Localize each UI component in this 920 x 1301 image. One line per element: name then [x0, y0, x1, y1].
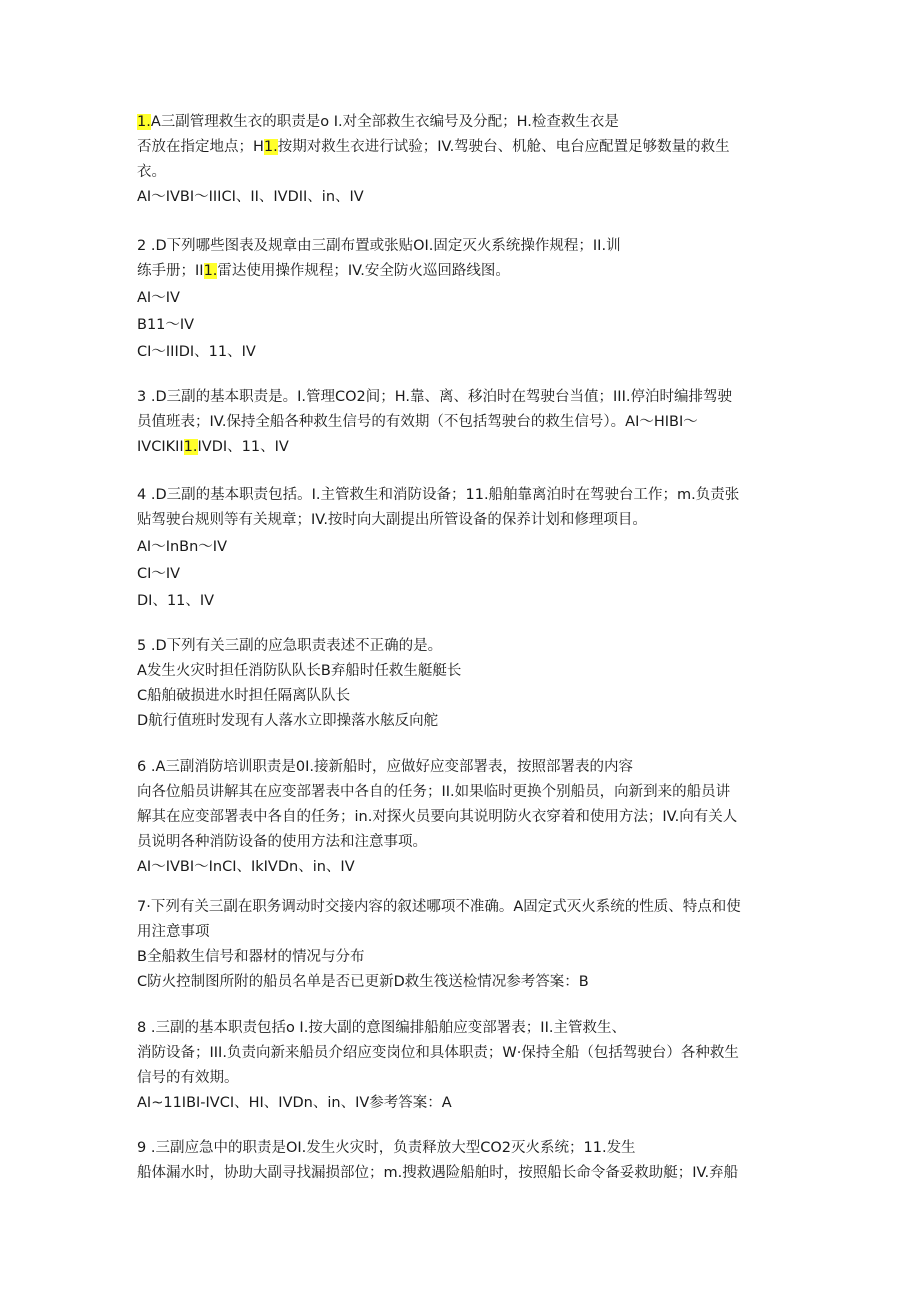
question-4 [137, 483, 787, 614]
question-1-line-1: 1.A三副管理救生衣的职责是o I.对全部救生衣编号及分配；H.检查救生衣是 [137, 114, 619, 130]
question-7-line-1: 7·下列有关三副在职务调动时交接内容的叙述哪项不准确。A固定式灭火系统的性质、特点和使 [137, 899, 741, 915]
question-6-options: AI～IVBI～InCI、IkIVDn、in、IV [137, 859, 355, 875]
question-4-option-ab: AI～InBn～IV [137, 539, 227, 555]
question-3 [137, 385, 787, 460]
question-6-line-3: 解其在应变部署表中各自的任务；in.对探火员要向其说明防火衣穿着和使用方法；IV.向有关人 [137, 809, 738, 825]
question-8 [137, 1016, 787, 1116]
question-2-option-cd: CI～IIIDI、11、IV [137, 344, 256, 360]
question-7-option-cd-answer: C防火控制图所附的船员名单是否已更新D救生筏送检情况参考答案：B [137, 974, 589, 990]
question-6 [137, 755, 787, 880]
question-9 [137, 1136, 787, 1186]
question-5-line-1: 5 .D下列有关三副的应急职责表述不正确的是。 [137, 638, 443, 654]
question-9-line-1: 9 .三副应急中的职责是OI.发生火灾时，负责释放大型CO2灭火系统；11.发生 [137, 1140, 636, 1156]
question-7-line-2: 用注意事项 [137, 924, 210, 940]
question-4-option-c: CI～IV [137, 566, 181, 582]
question-7-option-b: B全船救生信号和器材的情况与分布 [137, 949, 365, 965]
question-5 [137, 634, 787, 734]
highlight-mark: 1. [203, 263, 218, 279]
question-2-option-b: B11～IV [137, 317, 195, 333]
question-5-option-ab: A发生火灾时担任消防队队长B弃船时任救生艇艇长 [137, 663, 462, 679]
question-3-line-2: 员值班表；IV.保持全船各种救生信号的有效期（不包括驾驶台的救生信号）。AI～HIBI～ [137, 414, 698, 430]
question-6-line-4: 员说明各种消防设备的使用方法和注意事项。 [137, 834, 427, 850]
question-1-options: AI～IVBI～IIICI、II、IVDII、in、IV [137, 189, 364, 205]
question-7 [137, 895, 787, 995]
question-3-line-3: IVCIKII1.IVDI、11、IV [137, 439, 289, 455]
question-4-line-1: 4 .D三副的基本职责包括。I.主管救生和消防设备；11.船舶靠离泊时在驾驶台工作；m.负责张 [137, 487, 740, 503]
question-1-line-3: 衣。 [137, 164, 166, 180]
question-8-line-3: 信号的有效期。 [137, 1070, 239, 1086]
highlight-mark: 1. [137, 114, 151, 130]
question-1-line-2: 否放在指定地点；H1.按期对救生衣进行试验；IV.驾驶台、机舱、电台应配置足够数量的救生 [137, 139, 730, 155]
question-1 [137, 110, 787, 210]
question-5-option-c: C船舶破损进水时担任隔离队队长 [137, 688, 351, 704]
question-2-option-a: AI～IV [137, 290, 180, 306]
question-3-line-1: 3 .D三副的基本职责是。I.管理CO2间；H.靠、离、移泊时在驾驶台当值；III.停泊时编排驾驶 [137, 389, 732, 405]
question-4-option-d: DI、11、IV [137, 593, 215, 609]
question-8-options-answer: AI~11IBI-IVCI、HI、IVDn、in、IV参考答案：A [137, 1095, 452, 1111]
question-5-option-d: D航行值班时发现有人落水立即操落水舷反向舵 [137, 713, 439, 729]
question-8-line-1: 8 .三副的基本职责包括o I.按大副的意图编排船舶应变部署表；II.主管救生、 [137, 1020, 626, 1036]
question-2-line-1: 2 .D下列哪些图表及规章由三副布置或张贴OI.固定灭火系统操作规程；II.训 [137, 238, 621, 254]
question-2-line-2: 练手册；II1.雷达使用操作规程；IV.安全防火巡回路线图。 [137, 263, 510, 279]
question-8-line-2: 消防设备；III.负责向新来船员介绍应变岗位和具体职责；W·保持全船（包括驾驶台）各种救生 [137, 1045, 739, 1061]
question-4-line-2: 贴驾驶台规则等有关规章；IV.按时向大副提出所管设备的保养计划和修理项目。 [137, 512, 647, 528]
question-2 [137, 234, 787, 365]
highlight-mark: 1. [183, 439, 198, 455]
highlight-mark: 1. [263, 139, 278, 155]
question-9-line-2: 船体漏水时，协助大副寻找漏损部位；m.搜救遇险船舶时，按照船长命令备妥救助艇；IV.弃船 [137, 1165, 739, 1181]
question-6-line-2: 向各位船员讲解其在应变部署表中各自的任务；II.如果临时更换个别船员，向新到来的船员讲 [137, 784, 731, 800]
question-6-line-1: 6 .A三副消防培训职责是0I.接新船时，应做好应变部署表，按照部署表的内容 [137, 759, 633, 775]
